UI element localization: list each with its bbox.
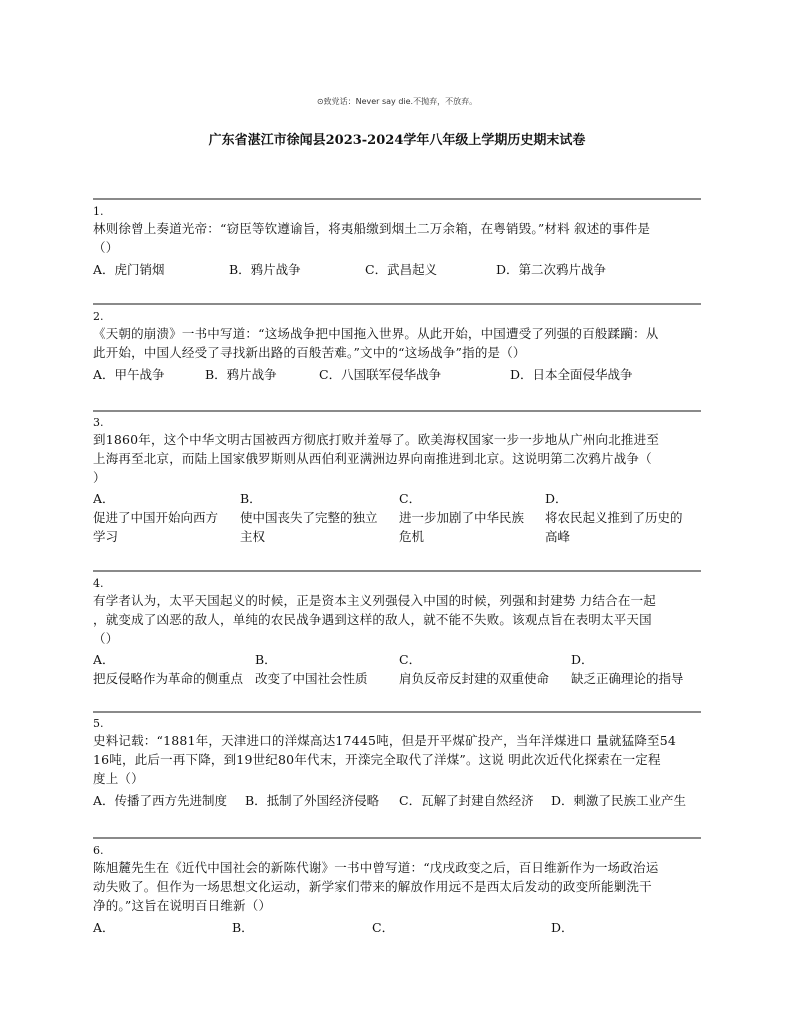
question-number: 1. xyxy=(93,205,104,218)
divider xyxy=(93,198,701,200)
options xyxy=(93,791,701,811)
option-b[interactable] xyxy=(240,489,380,546)
option-b[interactable]: B．抵制了外国经济侵略 xyxy=(245,793,380,808)
option-label: A． xyxy=(93,491,115,506)
option-text: 进一步加剧了中华民族 xyxy=(399,510,525,525)
question-number: 4. xyxy=(93,577,104,590)
option-text: 把反侵略作为革命的侧重点 xyxy=(93,671,244,686)
options xyxy=(93,650,701,690)
question-line: 上海再至北京，而陆上国家俄罗斯则从西伯利亚满洲边界向南推进到北京。这说明第二次鸦片战争（ xyxy=(93,451,652,466)
header-motto: ⊙致党话：Never say die.不抛弃，不放弃。 xyxy=(316,97,478,106)
options xyxy=(93,260,701,280)
option-text: 危机 xyxy=(399,529,425,544)
option-b[interactable] xyxy=(255,650,393,688)
option-c[interactable]: C．瓦解了封建自然经济 xyxy=(399,793,534,808)
divider xyxy=(93,303,701,305)
question-1 xyxy=(93,205,701,280)
question-line: 到1860年，这个中华文明古国被西方彻底打败并羞辱了。欧美海权国家一步一步地从广州向北推进至 xyxy=(93,432,660,447)
option-c[interactable]: C． xyxy=(372,920,395,935)
question-number: 3. xyxy=(93,416,104,429)
options xyxy=(93,489,701,549)
options xyxy=(93,365,701,385)
option-label: D． xyxy=(545,491,568,506)
option-d[interactable]: D．刺激了民族工业产生 xyxy=(551,793,687,808)
option-a[interactable] xyxy=(93,650,249,688)
question-line: ） xyxy=(93,470,106,485)
question-line: ，就变成了凶恶的敌人，单纯的农民战争遇到这样的敌人，就不能不失败。该观点旨在表明太平天国 xyxy=(93,612,652,627)
option-text: 将农民起义推到了历史的 xyxy=(545,510,683,525)
page-title: 广东省湛江市徐闻县2023-2024学年八年级上学期历史期末试卷 xyxy=(208,133,586,148)
option-text: 肩负反帝反封建的双重使命 xyxy=(399,671,550,686)
option-a[interactable]: A． xyxy=(93,920,115,935)
option-c[interactable]: C．武昌起义 xyxy=(365,262,438,277)
option-b[interactable]: B．鸦片战争 xyxy=(229,262,301,277)
question-line: （） xyxy=(93,240,119,255)
question-line: 16吨，此后一再下降，到19世纪80年代末，开滦完全取代了洋煤”。这说 明此次近代化探索在一定程 xyxy=(93,752,661,767)
options xyxy=(93,918,701,938)
question-line: 有学者认为，太平天国起义的时候，正是资本主义列强侵入中国的时候，列强和封建势 力结合在一起 xyxy=(93,593,656,608)
option-label: B． xyxy=(255,652,277,667)
question-number: 2. xyxy=(93,310,104,323)
divider xyxy=(93,837,701,839)
option-text: 学习 xyxy=(93,529,119,544)
question-number: 6. xyxy=(93,844,104,857)
option-text: 缺乏正确理论的指导 xyxy=(571,671,684,686)
divider xyxy=(93,570,701,572)
divider xyxy=(93,410,701,412)
option-text: 主权 xyxy=(240,529,266,544)
question-line: 林则徐曾上奏道光帝：“窃臣等钦遵谕旨，将夷船缴到烟土二万余箱，在粤销毁。”材料 叙述的事件是 xyxy=(93,221,651,236)
option-c[interactable]: C．八国联军侵华战争 xyxy=(319,367,442,382)
option-d[interactable] xyxy=(545,489,701,546)
option-text: 改变了中国社会性质 xyxy=(255,671,368,686)
option-text: 使中国丧失了完整的独立 xyxy=(240,510,378,525)
question-line: 此开始，中国人经受了寻找新出路的百般苦难。”文中的“这场战争”指的是（） xyxy=(93,345,526,360)
question-2 xyxy=(93,310,701,385)
option-a[interactable]: A．甲午战争 xyxy=(93,367,165,382)
option-text: 促进了中国开始向西方 xyxy=(93,510,219,525)
question-6 xyxy=(93,844,701,938)
option-a[interactable] xyxy=(93,489,233,546)
question-line: 度上（） xyxy=(93,771,144,786)
option-text: 高峰 xyxy=(545,529,571,544)
option-label: A． xyxy=(93,652,115,667)
option-c[interactable] xyxy=(399,489,539,546)
option-a[interactable]: A．传播了西方先进制度 xyxy=(93,793,228,808)
option-label: C． xyxy=(399,652,422,667)
question-line: 动失败了。但作为一场思想文化运动，新学家们带来的解放作用远不是西太后发动的政变所能剿洗干 xyxy=(93,879,652,894)
option-label: C． xyxy=(399,491,422,506)
option-c[interactable] xyxy=(399,650,563,688)
question-5 xyxy=(93,717,701,811)
option-b[interactable]: B．鸦片战争 xyxy=(205,367,277,382)
question-line: 陈旭麓先生在《近代中国社会的新陈代谢》一书中曾写道：“戊戌政变之后，百日维新作为一场政治运 xyxy=(93,860,659,875)
option-a[interactable]: A．虎门销烟 xyxy=(93,262,165,277)
question-line: 史料记载：“1881年，天津进口的洋煤高达17445吨，但是开平煤矿投产，当年洋煤进口 量就猛降至54 xyxy=(93,733,677,748)
question-line: （） xyxy=(93,631,119,646)
option-d[interactable]: D．第二次鸦片战争 xyxy=(496,262,607,277)
option-d[interactable]: D．日本全面侵华战争 xyxy=(510,367,633,382)
option-b[interactable]: B． xyxy=(232,920,254,935)
question-line: 《天朝的崩溃》一书中写道：“这场战争把中国拖入世界。从此开始，中国遭受了列强的百般蹂躏：从 xyxy=(93,326,659,341)
question-3 xyxy=(93,416,701,549)
option-label: B． xyxy=(240,491,262,506)
option-d[interactable]: D． xyxy=(551,920,574,935)
question-4 xyxy=(93,577,701,690)
option-d[interactable] xyxy=(571,650,701,688)
question-line: 净的。”这旨在说明百日维新（） xyxy=(93,898,272,913)
question-number: 5. xyxy=(93,717,104,730)
divider xyxy=(93,711,701,713)
option-label: D． xyxy=(571,652,594,667)
